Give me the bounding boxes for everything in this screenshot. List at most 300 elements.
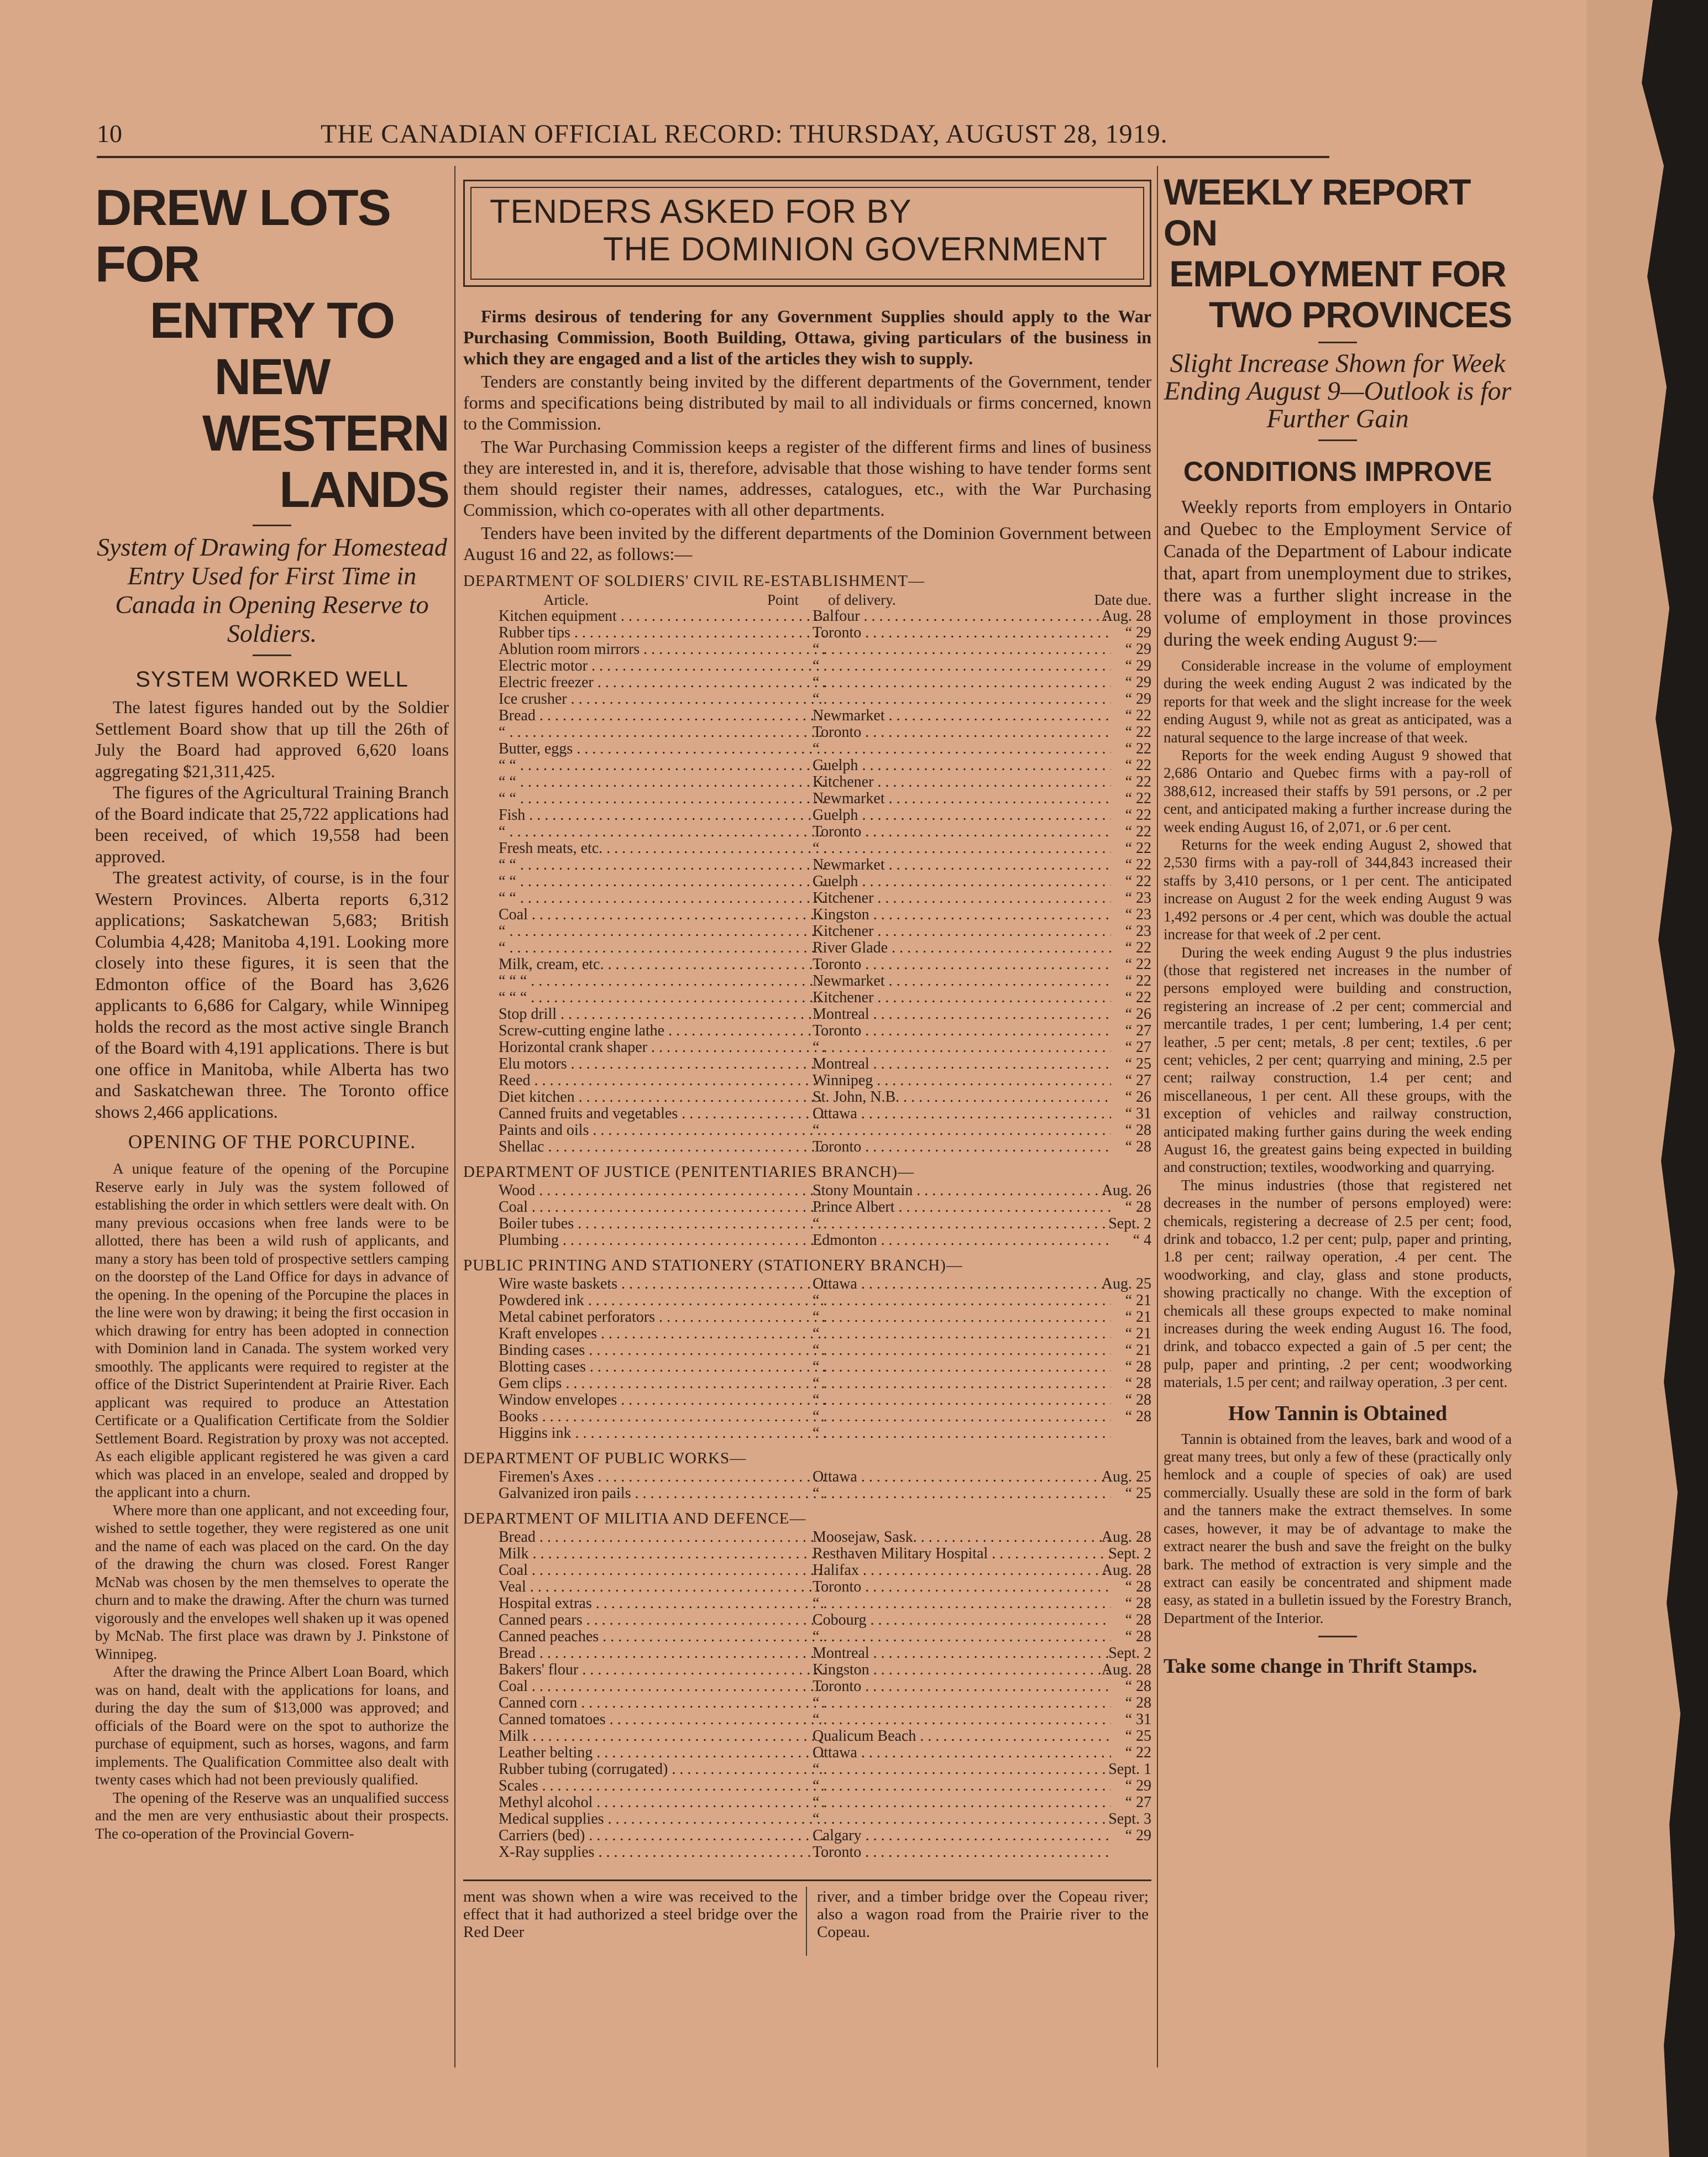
column-header: Date due. bbox=[1094, 591, 1151, 608]
tender-date-due bbox=[1091, 1375, 1151, 1392]
tender-article bbox=[499, 708, 825, 724]
tenders-title-box bbox=[463, 180, 1151, 287]
tender-date-due-text: “ 22 bbox=[1125, 740, 1151, 757]
tender-article-text: Diet kitchen bbox=[499, 1089, 575, 1106]
tender-article bbox=[499, 1106, 825, 1122]
tender-date-due bbox=[1091, 757, 1151, 774]
tender-date-due-text: “ 22 bbox=[1125, 873, 1151, 890]
tender-article bbox=[499, 807, 825, 824]
tender-date-due-text: “ 25 bbox=[1125, 1055, 1151, 1072]
tender-row bbox=[463, 724, 1151, 741]
tender-date-due bbox=[1091, 724, 1151, 741]
tender-delivery-point bbox=[813, 1711, 1111, 1728]
tender-delivery-point bbox=[813, 1199, 1111, 1216]
tender-article bbox=[499, 1794, 825, 1811]
tender-row bbox=[463, 1629, 1151, 1645]
tender-delivery-point-text: “ bbox=[813, 641, 820, 658]
tender-delivery-point bbox=[813, 1579, 1111, 1595]
tender-date-due bbox=[1091, 641, 1151, 658]
continued-text bbox=[463, 1881, 1151, 1964]
tender-date-due bbox=[1091, 1546, 1151, 1562]
tender-delivery-point-text: Guelph bbox=[813, 873, 858, 890]
tender-date-due-text: “ 25 bbox=[1125, 1485, 1151, 1502]
tender-article-text: “ “ “ bbox=[499, 973, 527, 990]
tender-article bbox=[499, 1023, 825, 1039]
tender-date-due bbox=[1091, 1678, 1151, 1695]
tender-delivery-point bbox=[813, 1056, 1111, 1072]
tender-article bbox=[499, 1292, 825, 1309]
article-deck: System of Drawing for Homestead Entry Used for First Time in Canada in Opening Reserve to Soldiers. bbox=[97, 533, 447, 647]
tender-date-due-text: “ 22 bbox=[1125, 757, 1151, 774]
tender-delivery-point-text: “ bbox=[813, 1595, 820, 1612]
tender-date-due bbox=[1091, 1089, 1151, 1106]
tender-article-text: Milk, cream, etc. bbox=[499, 956, 604, 973]
tender-date-due-text: Aug. 25 bbox=[1101, 1468, 1151, 1485]
tender-delivery-point bbox=[813, 1844, 1111, 1861]
page-number: 10 bbox=[97, 119, 122, 148]
tender-delivery-point bbox=[813, 1216, 1111, 1232]
tender-delivery-point bbox=[813, 1778, 1111, 1794]
tender-article bbox=[499, 1232, 825, 1249]
tender-delivery-point-text: Resthaven Military Hospital bbox=[813, 1546, 988, 1562]
tender-date-due bbox=[1091, 1072, 1151, 1089]
paragraph: After the drawing the Prince Albert Loan Board, which was on hand, dealt with the applications for loans, and during the day the sum of $13,000 was approved; and officials of the Board were on the spot to authorize the purchase of equipment, such as horses, wagons, and farm implements. The Qualification Committee also dealt with twenty cases which had not been previously qualified. bbox=[95, 1663, 449, 1788]
tender-delivery-point-text: “ bbox=[813, 1309, 820, 1326]
tender-delivery-point-text: “ bbox=[813, 1811, 820, 1828]
tender-delivery-point-text: Newmarket bbox=[813, 857, 885, 873]
paragraph: The figures of the Agricultural Training Branch of the Board indicate that 25,722 applications had been received, of which 19,558 had been approved. bbox=[95, 782, 449, 866]
tender-article bbox=[499, 1711, 825, 1728]
divider bbox=[253, 655, 291, 656]
torn-page-edge bbox=[1586, 0, 1708, 2157]
tender-date-due bbox=[1091, 691, 1151, 708]
article-headline bbox=[95, 180, 449, 518]
tender-delivery-point bbox=[813, 1292, 1111, 1309]
tender-date-due bbox=[1091, 1023, 1151, 1039]
divider bbox=[1318, 1636, 1357, 1637]
tender-article-text: Carriers (bed) bbox=[499, 1828, 585, 1844]
tender-row bbox=[463, 1342, 1151, 1359]
headline-line-3: TWO PROVINCES bbox=[1208, 294, 1512, 335]
tender-article bbox=[499, 625, 825, 641]
tender-article-text: Metal cabinet perforators bbox=[499, 1309, 655, 1326]
tender-date-due-text: “ 22 bbox=[1125, 823, 1151, 840]
tender-delivery-point-text: “ bbox=[813, 741, 820, 757]
tender-date-due bbox=[1091, 990, 1151, 1006]
tender-article bbox=[499, 1485, 825, 1502]
tender-row bbox=[463, 1711, 1151, 1728]
tender-delivery-point bbox=[813, 1392, 1111, 1409]
tender-delivery-point-text: Kitchener bbox=[813, 774, 874, 790]
tender-delivery-point bbox=[813, 1232, 1111, 1249]
tender-delivery-point-text: St. John, N.B. bbox=[813, 1089, 900, 1106]
tender-delivery-point bbox=[813, 1562, 1111, 1579]
tender-delivery-point-text: Guelph bbox=[813, 757, 858, 774]
tender-date-due bbox=[1091, 1595, 1151, 1612]
tender-delivery-point-text: “ bbox=[813, 1761, 820, 1778]
tender-delivery-point-text: Toronto bbox=[813, 824, 862, 840]
tender-article-text: Elu motors bbox=[499, 1056, 567, 1072]
tender-article-text: Fish bbox=[499, 807, 526, 824]
subhead-conditions-improve: CONDITIONS IMPROVE bbox=[1183, 456, 1492, 487]
thrift-stamps-notice: Take some change in Thrift Stamps. bbox=[1164, 1655, 1478, 1678]
tender-row bbox=[463, 1023, 1151, 1039]
tender-article-text: Kraft envelopes bbox=[499, 1326, 598, 1342]
paragraph: The greatest activity, of course, is in the four Western Provinces. Alberta reports 6,312 applications; Saskatchewan 5,683; British Columbia 4,428; Manitoba 4,191. Looking more closely into these figures, it is seen that the Edmonton office of the Board has 3,626 applicants to 6,686 for Calgary, while Winnipeg holds the record as the most active single Branch of the Board with 4,191 applications. There is but one office in Manitoba, while Alberta has two and Saskatchewan three. The Toronto office shows 2,466 applications. bbox=[95, 867, 449, 1122]
tender-date-due-text: “ 22 bbox=[1125, 773, 1151, 790]
tender-article bbox=[499, 1529, 825, 1546]
tender-date-due bbox=[1091, 1276, 1151, 1292]
tender-row bbox=[463, 1359, 1151, 1375]
tender-delivery-point bbox=[813, 857, 1111, 873]
tender-date-due bbox=[1091, 1728, 1151, 1745]
tender-date-due-text: “ 28 bbox=[1125, 1578, 1151, 1595]
tender-article-text: “ “ bbox=[499, 890, 516, 907]
tender-article-text: Electric motor bbox=[499, 658, 588, 674]
tender-row bbox=[463, 1139, 1151, 1155]
tender-article-text: Fresh meats, etc. bbox=[499, 840, 603, 857]
tender-article bbox=[499, 1182, 825, 1199]
tender-delivery-point-text: “ bbox=[813, 840, 820, 857]
tender-article bbox=[499, 757, 825, 774]
tender-delivery-point-text: Balfour bbox=[813, 608, 860, 625]
tender-article-text: Screw-cutting engine lathe bbox=[499, 1023, 665, 1039]
tender-article-text: Blotting cases bbox=[499, 1359, 586, 1375]
tender-date-due-text: “ 31 bbox=[1125, 1105, 1151, 1122]
tender-date-due-text: “ 29 bbox=[1125, 674, 1151, 691]
masthead bbox=[94, 116, 1299, 155]
tender-date-due bbox=[1091, 1409, 1151, 1425]
tender-delivery-point-text: “ bbox=[813, 1292, 820, 1309]
subhead-tannin: How Tannin is Obtained bbox=[1228, 1401, 1447, 1425]
tender-date-due bbox=[1091, 1695, 1151, 1711]
tender-delivery-point bbox=[813, 1326, 1111, 1342]
tender-row bbox=[463, 1409, 1151, 1425]
tender-date-due-text: “ 27 bbox=[1125, 1794, 1151, 1811]
tender-date-due bbox=[1091, 1182, 1151, 1199]
headline-line-1: WEEKLY REPORT ON bbox=[1164, 171, 1471, 253]
tender-table-header bbox=[463, 591, 1151, 608]
tender-date-due bbox=[1091, 1342, 1151, 1359]
tender-delivery-point-text: Qualicum Beach bbox=[813, 1728, 916, 1745]
tender-date-due-text: “ 23 bbox=[1125, 923, 1151, 940]
article-body bbox=[95, 697, 449, 1122]
tender-article-text: “ bbox=[499, 724, 506, 741]
tender-delivery-point-text: Kitchener bbox=[813, 990, 874, 1006]
tender-article-text: Window envelopes bbox=[499, 1392, 617, 1409]
article-deck: Slight Increase Shown for Week Ending August 9—Outlook is for Further Gain bbox=[1164, 349, 1512, 433]
tender-delivery-point bbox=[813, 873, 1111, 890]
tender-date-due-text: Aug. 28 bbox=[1101, 1528, 1151, 1546]
tender-date-due bbox=[1091, 608, 1151, 625]
tender-date-due-text: “ 22 bbox=[1125, 989, 1151, 1006]
tender-date-due-text: Sept. 1 bbox=[1108, 1761, 1151, 1778]
tender-delivery-point-text: Ottawa bbox=[813, 1106, 857, 1122]
tender-delivery-point bbox=[813, 940, 1111, 956]
tender-date-due bbox=[1091, 907, 1151, 923]
headline-line-2: EMPLOYMENT FOR bbox=[1169, 253, 1506, 294]
tender-article-text: Leather belting bbox=[499, 1745, 593, 1761]
tender-date-due bbox=[1091, 1745, 1151, 1761]
tender-date-due bbox=[1091, 1199, 1151, 1216]
newspaper-title-line: THE CANADIAN OFFICIAL RECORD: THURSDAY, AUGUST 28, 1919. bbox=[321, 119, 1168, 149]
tender-article bbox=[499, 1595, 825, 1612]
tender-delivery-point bbox=[813, 1309, 1111, 1326]
tender-delivery-point-text: Montreal bbox=[813, 1056, 869, 1072]
tender-date-due bbox=[1091, 774, 1151, 790]
tender-date-due-text: “ 28 bbox=[1125, 1678, 1151, 1695]
tender-date-due-text: “ 28 bbox=[1125, 1408, 1151, 1425]
tender-row bbox=[463, 1728, 1151, 1745]
tender-date-due bbox=[1091, 873, 1151, 890]
tender-delivery-point bbox=[813, 907, 1111, 923]
tender-delivery-point bbox=[813, 1595, 1111, 1612]
tender-article-text: Higgins ink bbox=[499, 1425, 572, 1442]
tender-article bbox=[499, 990, 825, 1006]
tender-delivery-point bbox=[813, 790, 1111, 807]
tender-article-text: Bakers' flour bbox=[499, 1662, 579, 1678]
tender-row bbox=[463, 1292, 1151, 1309]
tender-article-text: Wire waste baskets bbox=[499, 1276, 618, 1292]
subhead-opening-porcupine: OPENING OF THE PORCUPINE. bbox=[128, 1131, 416, 1153]
tender-article bbox=[499, 1342, 825, 1359]
tender-delivery-point-text: Cobourg bbox=[813, 1612, 867, 1629]
paragraph: Firms desirous of tendering for any Government Supplies should apply to the War Purchasing Commission, Booth Building, Ottawa, giving particulars of the business in which they are engaged and a list of the articles they wish to supply. bbox=[463, 306, 1151, 368]
tender-row bbox=[463, 1778, 1151, 1794]
tender-delivery-point bbox=[813, 1828, 1111, 1844]
headline-line-2: ENTRY TO NEW bbox=[149, 292, 395, 405]
tender-delivery-point bbox=[813, 1811, 1111, 1828]
tender-date-due-text: “ 22 bbox=[1125, 972, 1151, 990]
paragraph: Weekly reports from employers in Ontario and Quebec to the Employment Service of Canada of the Department of Labour indicate that, apart from unemployment due to strikes, there was a further slight increase in the volume of employment in those provinces during the week ending August 9:— bbox=[1164, 497, 1512, 650]
tender-row bbox=[463, 956, 1151, 973]
tender-article-text: Methyl alcohol bbox=[499, 1794, 593, 1811]
tender-article bbox=[499, 956, 825, 973]
tender-delivery-point bbox=[813, 1409, 1111, 1425]
tender-date-due bbox=[1091, 1006, 1151, 1023]
tender-delivery-point-text: “ bbox=[813, 1216, 820, 1232]
tender-row bbox=[463, 857, 1151, 873]
tender-article-text: X-Ray supplies bbox=[499, 1844, 595, 1861]
tender-delivery-point-text: Ottawa bbox=[813, 1745, 857, 1761]
tender-article bbox=[499, 824, 825, 840]
tender-date-due-text: Sept. 2 bbox=[1108, 1645, 1151, 1662]
tender-row bbox=[463, 741, 1151, 757]
tender-delivery-point-text: “ bbox=[813, 658, 820, 674]
tender-article-text: Coal bbox=[499, 1199, 528, 1216]
tender-date-due bbox=[1091, 973, 1151, 990]
tender-article bbox=[499, 1089, 825, 1106]
tender-delivery-point-text: “ bbox=[813, 1342, 820, 1359]
tender-date-due bbox=[1091, 658, 1151, 674]
tender-date-due-text: “ 28 bbox=[1125, 1391, 1151, 1409]
tender-article-text: Shellac bbox=[499, 1139, 544, 1155]
tender-delivery-point-text: “ bbox=[813, 1695, 820, 1711]
tender-delivery-point bbox=[813, 1794, 1111, 1811]
tender-article-text: Ablution room mirrors bbox=[499, 641, 640, 658]
tender-article bbox=[499, 1811, 825, 1828]
tender-row bbox=[463, 608, 1151, 625]
tender-row bbox=[463, 1072, 1151, 1089]
department-title: DEPARTMENT OF JUSTICE (PENITENTIARIES BRANCH)— bbox=[463, 1163, 915, 1181]
tender-row bbox=[463, 1425, 1151, 1442]
tender-article bbox=[499, 1579, 825, 1595]
tender-article-text: Canned corn bbox=[499, 1695, 578, 1711]
tender-row bbox=[463, 691, 1151, 708]
tender-date-due-text: “ 29 bbox=[1125, 657, 1151, 674]
tender-date-due-text: “ 26 bbox=[1125, 1088, 1151, 1106]
tender-delivery-point-text: “ bbox=[813, 691, 820, 708]
tender-article bbox=[499, 907, 825, 923]
tender-article-text: “ “ bbox=[499, 757, 516, 774]
tender-date-due bbox=[1091, 1326, 1151, 1342]
tender-date-due bbox=[1091, 1761, 1151, 1778]
tender-date-due-text: “ 21 bbox=[1125, 1292, 1151, 1309]
tender-delivery-point bbox=[813, 973, 1111, 990]
department-title: DEPARTMENT OF MILITIA AND DEFENCE— bbox=[463, 1510, 806, 1527]
tender-date-due bbox=[1091, 890, 1151, 907]
tender-delivery-point bbox=[813, 708, 1111, 724]
tender-delivery-point-text: Montreal bbox=[813, 1645, 869, 1662]
tender-article bbox=[499, 1728, 825, 1745]
tender-date-due-text: “ 28 bbox=[1125, 1358, 1151, 1375]
tender-delivery-point-text: Kingston bbox=[813, 907, 869, 923]
tender-row bbox=[463, 873, 1151, 890]
tender-article-text: Wood bbox=[499, 1182, 536, 1199]
tender-date-due-text: “ 28 bbox=[1125, 1611, 1151, 1629]
tender-date-due-text: “ 31 bbox=[1125, 1711, 1151, 1728]
tender-date-due bbox=[1091, 840, 1151, 857]
article-drew-lots bbox=[95, 180, 449, 1842]
tender-delivery-point bbox=[813, 1485, 1111, 1502]
paragraph: The opening of the Reserve was an unqualified success and the men are very enthusiastic about their prospects. The co-operation of the Provincial Govern- bbox=[95, 1789, 449, 1842]
tender-delivery-point-text: Guelph bbox=[813, 807, 858, 824]
tender-row bbox=[463, 1529, 1151, 1546]
tender-delivery-point bbox=[813, 674, 1111, 691]
tender-date-due bbox=[1091, 1122, 1151, 1139]
tender-article-text: Plumbing bbox=[499, 1232, 559, 1249]
tender-article bbox=[499, 1562, 825, 1579]
tender-delivery-point-text: “ bbox=[813, 1359, 820, 1375]
tender-article bbox=[499, 741, 825, 757]
tender-article-text: Paints and oils bbox=[499, 1122, 589, 1139]
paragraph: Tenders have been invited by the different departments of the Dominion Government between August 16 and 22, as follows:— bbox=[463, 523, 1151, 564]
tender-lists bbox=[463, 572, 1151, 1861]
tender-delivery-point-text: “ bbox=[813, 674, 820, 691]
tender-date-due bbox=[1091, 1778, 1151, 1794]
tender-date-due bbox=[1091, 956, 1151, 973]
tender-article-text: Medical supplies bbox=[499, 1811, 604, 1828]
tender-article bbox=[499, 1199, 825, 1216]
tender-date-due bbox=[1091, 1485, 1151, 1502]
tender-delivery-point bbox=[813, 1745, 1111, 1761]
tender-date-due bbox=[1091, 824, 1151, 840]
tender-delivery-point-text: “ bbox=[813, 1375, 820, 1392]
tender-article-text: Stop drill bbox=[499, 1006, 557, 1023]
tender-article bbox=[499, 658, 825, 674]
tender-date-due bbox=[1091, 1711, 1151, 1728]
tender-row bbox=[463, 990, 1151, 1006]
tender-delivery-point bbox=[813, 757, 1111, 774]
tender-date-due bbox=[1091, 807, 1151, 824]
department-title: PUBLIC PRINTING AND STATIONERY (STATIONERY BRANCH)— bbox=[463, 1256, 963, 1274]
tender-date-due-text: Aug. 28 bbox=[1101, 1562, 1151, 1579]
tender-article bbox=[499, 1612, 825, 1629]
tender-article bbox=[499, 1006, 825, 1023]
tender-delivery-point bbox=[813, 1139, 1111, 1155]
tender-article bbox=[499, 857, 825, 873]
tender-date-due-text: “ 4 bbox=[1133, 1232, 1151, 1249]
tender-article-text: Powdered ink bbox=[499, 1292, 584, 1309]
tender-article-text: Books bbox=[499, 1409, 538, 1425]
tender-row bbox=[463, 1662, 1151, 1678]
tender-article bbox=[499, 1695, 825, 1711]
tender-date-due-text: “ 21 bbox=[1125, 1342, 1151, 1359]
paragraph: Considerable increase in the volume of employment during the week ending August 2 was indicated by the reports for that week and the slight increase for the week ending August 9, while not as great as anticipated, was a natural sequence to the large increase of that week. bbox=[1164, 657, 1512, 746]
tender-article bbox=[499, 1392, 825, 1409]
tender-date-due bbox=[1091, 1612, 1151, 1629]
tender-date-due-text: “ 29 bbox=[1125, 690, 1151, 708]
tender-row bbox=[463, 1562, 1151, 1579]
tender-delivery-point-text: Newmarket bbox=[813, 790, 885, 807]
tender-delivery-point-text: “ bbox=[813, 1039, 820, 1056]
tender-row bbox=[463, 1039, 1151, 1056]
tender-date-due-text: “ 22 bbox=[1125, 840, 1151, 857]
tender-row bbox=[463, 790, 1151, 807]
tender-delivery-point-text: Montreal bbox=[813, 1006, 869, 1023]
tender-date-due-text: Aug. 28 bbox=[1101, 1661, 1151, 1678]
tender-delivery-point bbox=[813, 1342, 1111, 1359]
tender-date-due bbox=[1091, 1645, 1151, 1662]
tender-article bbox=[499, 1276, 825, 1292]
tender-delivery-point bbox=[813, 824, 1111, 840]
tender-row bbox=[463, 1182, 1151, 1199]
tender-article-text: Rubber tubing (corrugated) bbox=[499, 1761, 668, 1778]
tender-date-due-text: Sept. 2 bbox=[1108, 1215, 1151, 1232]
tender-delivery-point-text: “ bbox=[813, 1392, 820, 1409]
tender-date-due-text: “ 25 bbox=[1125, 1727, 1151, 1745]
tender-article-text: Scales bbox=[499, 1778, 538, 1794]
tender-row bbox=[463, 674, 1151, 691]
tender-date-due bbox=[1091, 1392, 1151, 1409]
tender-date-due bbox=[1091, 674, 1151, 691]
paragraph: A unique feature of the opening of the Porcupine Reserve early in July was the system followed of establishing the order in which settlers were dealt with. On many previous occasions when free lands were to be allotted, there has been a wild rush of applicants, and many a story has been told of prospective settlers camping on the doorstep of the Land Office for days in advance of the opening. In the opening of the Porcupine the places in the line were won by drawing; it being the first occasion in which drawing for entry has been adopted in connection with Dominion land in Canada. The system worked very smoothly. The applicants were required to register at the office of the District Superintendent at Prairie River. Each applicant was required to produce an Attestation Certificate or a Qualification Certificate from the Soldier Settlement Board. Registration by proxy was not accepted. As each eligible applicant registered he was given a card which was placed in an envelope, sealed and dropped by the applicant into a churn. bbox=[95, 1160, 449, 1500]
tender-article bbox=[499, 973, 825, 990]
tender-delivery-point bbox=[813, 741, 1111, 757]
tender-delivery-point-text: River Glade bbox=[813, 940, 888, 956]
tender-article-text: Veal bbox=[499, 1579, 526, 1595]
paragraph: The War Purchasing Commission keeps a register of the different firms and lines of business they are interested in, and it is, therefore, advisable that those wishing to have tender forms sent them should register their names, addresses, catalogues, etc., with the War Purchasing Commission, which co-operates with all other departments. bbox=[463, 437, 1151, 520]
tender-article bbox=[499, 1216, 825, 1232]
tender-row bbox=[463, 1326, 1151, 1342]
tender-article bbox=[499, 1546, 825, 1562]
tender-article bbox=[499, 1056, 825, 1072]
tender-article bbox=[499, 1425, 825, 1442]
tender-delivery-point-text: “ bbox=[813, 1409, 820, 1425]
tender-date-due bbox=[1091, 1562, 1151, 1579]
tender-delivery-point-text: “ bbox=[813, 1778, 820, 1794]
headline-line-1: DREW LOTS FOR bbox=[95, 180, 390, 292]
tender-row bbox=[463, 625, 1151, 641]
tender-row bbox=[463, 1106, 1151, 1122]
tender-delivery-point bbox=[813, 691, 1111, 708]
tender-row bbox=[463, 1276, 1151, 1292]
tender-delivery-point-text: Winnipeg bbox=[813, 1072, 873, 1089]
tender-delivery-point-text: “ bbox=[813, 1629, 820, 1645]
tender-article bbox=[499, 940, 825, 956]
tender-row bbox=[463, 1579, 1151, 1595]
tender-row bbox=[463, 1678, 1151, 1695]
